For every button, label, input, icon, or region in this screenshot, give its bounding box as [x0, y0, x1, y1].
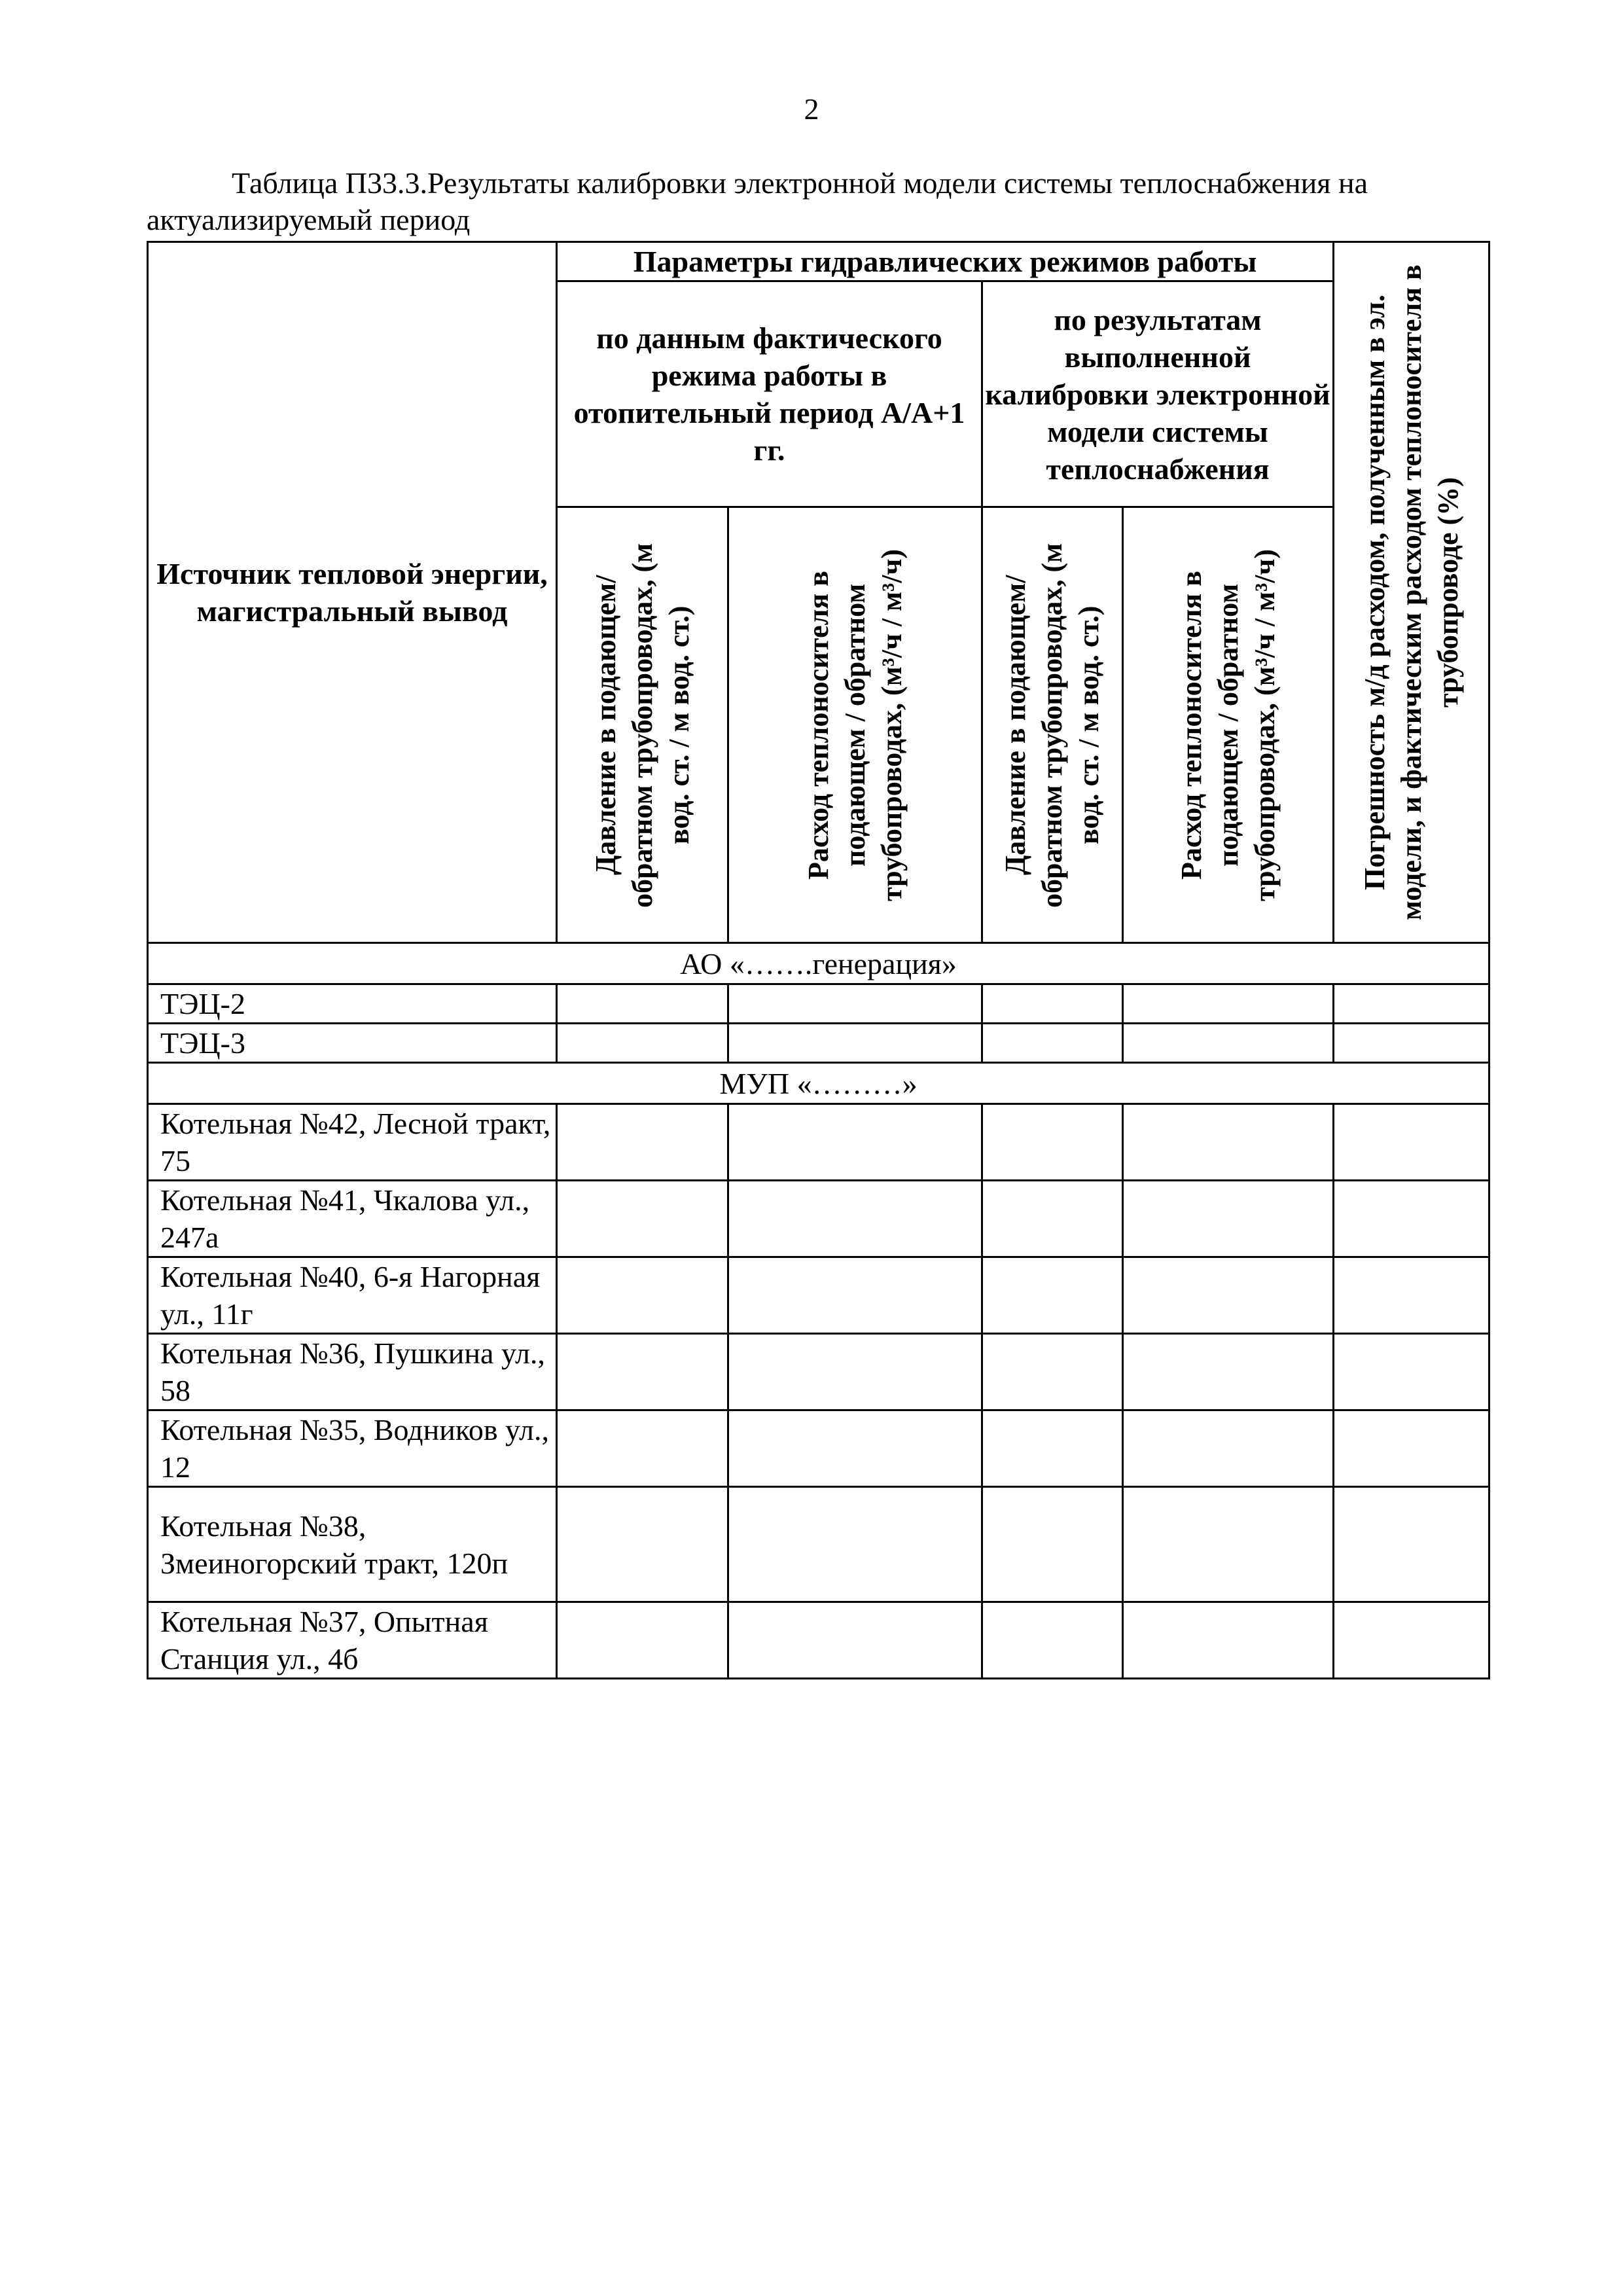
cell: [728, 984, 982, 1024]
cell: [1123, 1024, 1334, 1063]
row-name: Котельная №40, 6-я Нагорная ул., 11г: [148, 1257, 557, 1334]
cell: [1334, 1104, 1489, 1181]
cell: [982, 1257, 1123, 1334]
table-row: [148, 1104, 1489, 1181]
row-name: Котельная №41, Чкалова ул., 247а: [148, 1181, 557, 1257]
cell: [982, 1487, 1123, 1602]
table-row: [148, 1334, 1489, 1410]
cell: [1334, 1334, 1489, 1410]
table-row: [148, 984, 1489, 1024]
col-pressure-actual: Давление в подающем/обратном трубопроводах, (м вод. ст. / м вод. ст.): [589, 542, 695, 908]
cell: [557, 1334, 728, 1410]
error-header-cell: [1334, 242, 1489, 943]
cell: [982, 1104, 1123, 1181]
cell: [1123, 984, 1334, 1024]
cell: [982, 1024, 1123, 1063]
row-name: ТЭЦ-2: [148, 984, 557, 1024]
col-flow-actual: Расход теплоносителя в подающем / обратном трубопроводах, (м³/ч / м³/ч): [802, 548, 908, 901]
cell: [557, 1602, 728, 1679]
col-pressure-actual-cell: [557, 507, 728, 943]
row-name: Котельная №42, Лесной тракт, 75: [148, 1104, 557, 1181]
cell: [982, 1410, 1123, 1487]
col-flow-actual-cell: [728, 507, 982, 943]
row-name: ТЭЦ-3: [148, 1024, 557, 1063]
cell: [557, 1024, 728, 1063]
cell: [728, 1104, 982, 1181]
col-pressure-model: Давление в подающем/обратном трубопроводах, (м вод. ст. / м вод. ст.): [999, 542, 1105, 908]
row-name: Котельная №38, Змеиногорский тракт, 120п: [148, 1487, 557, 1602]
section-title: АО «…….генерация»: [148, 943, 1489, 984]
cell: [982, 1181, 1123, 1257]
cell: [1334, 984, 1489, 1024]
row-name: Котельная №37, Опытная Станция ул., 4б: [148, 1602, 557, 1679]
cell: [1334, 1487, 1489, 1602]
cell: [1123, 1410, 1334, 1487]
section-title: МУП «………»: [148, 1063, 1489, 1104]
cell: [1334, 1257, 1489, 1334]
cell: [1334, 1024, 1489, 1063]
cell: [728, 1024, 982, 1063]
col-flow-model: Расход теплоносителя в подающем / обратном трубопроводах, (м³/ч / м³/ч): [1175, 548, 1281, 901]
cell: [1123, 1334, 1334, 1410]
params-header: Параметры гидравлических режимов работы: [557, 242, 1334, 281]
cell: [1334, 1410, 1489, 1487]
cell: [1123, 1181, 1334, 1257]
cell: [728, 1487, 982, 1602]
cell: [982, 984, 1123, 1024]
cell: [728, 1334, 982, 1410]
table-caption: Таблица П33.3.Результаты калибровки электронной модели системы теплоснабжения на актуализируемый период: [147, 166, 1368, 236]
col-flow-model-cell: [1123, 507, 1334, 943]
cell: [728, 1181, 982, 1257]
cell: [1123, 1487, 1334, 1602]
cell: [1123, 1104, 1334, 1181]
cell: [557, 1257, 728, 1334]
cell: [728, 1602, 982, 1679]
cell: [982, 1334, 1123, 1410]
actual-header: по данным фактического режима работы в отопительный период А/А+1 гг.: [557, 281, 982, 507]
cell: [728, 1257, 982, 1334]
table-row: [148, 1487, 1489, 1602]
row-name: Котельная №35, Водников ул., 12: [148, 1410, 557, 1487]
cell: [557, 984, 728, 1024]
row-name: Котельная №36, Пушкина ул., 58: [148, 1334, 557, 1410]
cell: [557, 1487, 728, 1602]
cell: [557, 1181, 728, 1257]
source-header: Источник тепловой энергии, магистральный вывод: [148, 242, 557, 943]
calibration-table: [147, 241, 1490, 1679]
table-row: [148, 1181, 1489, 1257]
table-row: [148, 1602, 1489, 1679]
page-number: 2: [804, 92, 819, 126]
cell: [728, 1410, 982, 1487]
col-pressure-model-cell: [982, 507, 1123, 943]
cell: [1334, 1181, 1489, 1257]
table-row: [148, 1024, 1489, 1063]
error-header: Погрешность м/д расходом, полученным в эл. модели, и фактическим расходом теплоносителя в трубопроводе (%): [1358, 264, 1464, 920]
cell: [557, 1104, 728, 1181]
cell: [982, 1602, 1123, 1679]
cell: [1123, 1257, 1334, 1334]
cell: [1123, 1602, 1334, 1679]
table-row: [148, 1257, 1489, 1334]
cell: [1334, 1602, 1489, 1679]
table-row: [148, 1410, 1489, 1487]
cell: [557, 1410, 728, 1487]
model-header: по результатам выполненной калибровки электронной модели системы теплоснабжения: [982, 281, 1334, 507]
